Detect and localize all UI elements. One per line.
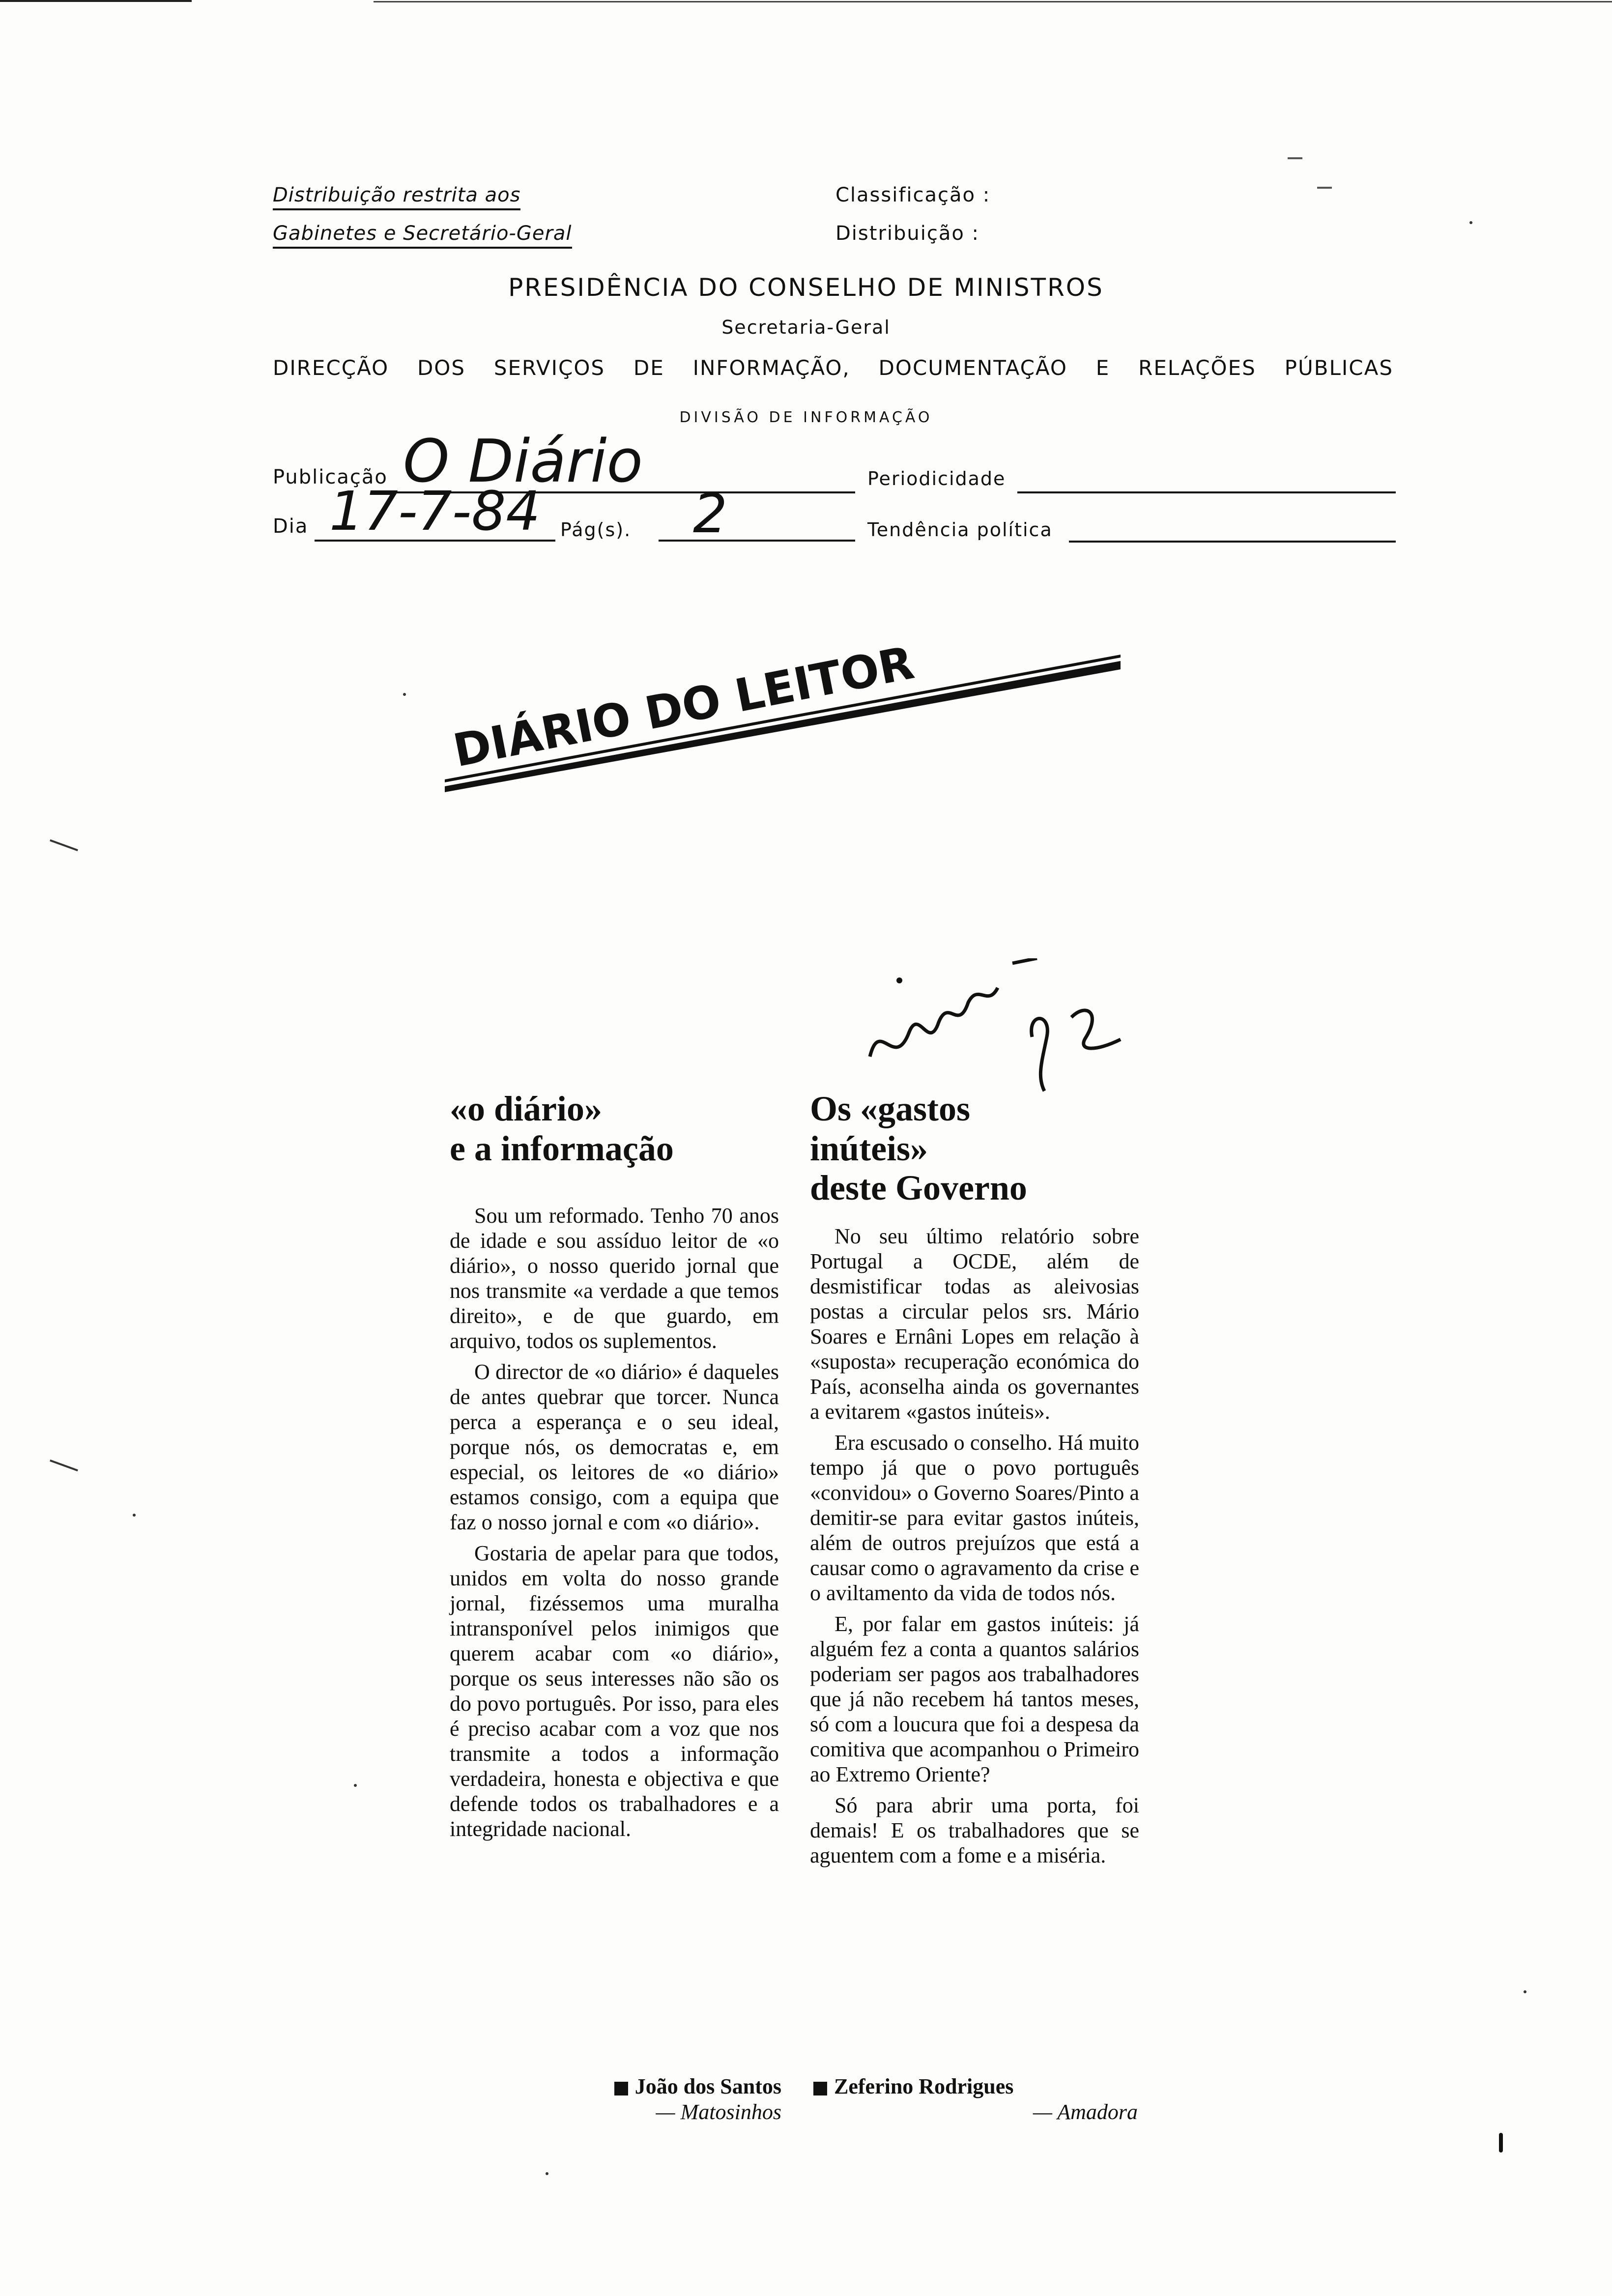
article-2-title: Os «gastos inúteis» deste Governo bbox=[810, 1089, 1027, 1208]
handwritten-scribble bbox=[865, 958, 1140, 1096]
distribution-restricted-line2: Gabinetes e Secretário-Geral bbox=[273, 222, 572, 245]
article-paragraph: Só para abrir uma porta, foi demais! E os trabalhadores que se aguentem com a fome e a miséria. bbox=[810, 1793, 1139, 1867]
scan-mark bbox=[50, 839, 78, 851]
political-tendency-line bbox=[1069, 541, 1396, 543]
article-paragraph: O director de «o diário» é daqueles de antes quebrar que torcer. Nunca perca a esperança e o seu ideal, porque nós, os democratas e, em especial, os leitores de «o diário» estamos consigo, com a equipa que faz o nosso jornal e com «o diário». bbox=[450, 1360, 779, 1534]
day-label: Dia bbox=[273, 515, 309, 538]
article-paragraph: No seu último relatório sobre Portugal a OCDE, além de desmistificar todas as aleivosias postas a circular pelos srs. Mário Soares e Ernâni Lopes em relação à «suposta» recuperação económica do País, aconselha ainda os governantes a evitarem «gastos inúteis». bbox=[810, 1224, 1139, 1424]
banner-text: DIÁRIO DO LEITOR bbox=[449, 639, 918, 777]
distribution-label: Distribuição : bbox=[835, 222, 980, 245]
signature-place: — Amadora bbox=[1033, 2100, 1138, 2124]
scan-edge-line bbox=[0, 0, 192, 2]
scribble-dot bbox=[896, 977, 902, 983]
diario-do-leitor-banner bbox=[442, 639, 1140, 796]
scan-mark bbox=[1499, 2133, 1503, 2152]
day-handwritten: 17-7-84 bbox=[329, 480, 541, 543]
scan-speck bbox=[133, 1514, 136, 1517]
pages-line bbox=[659, 540, 855, 542]
scribble-stroke bbox=[1071, 1010, 1121, 1048]
banner-graphic bbox=[442, 639, 1140, 796]
article-paragraph: Sou um reformado. Tenho 70 anos de idade e sou assíduo leitor de «o diário», o nosso querido jornal que nos transmite «a verdade a que temos direito», e de que guardo, em arquivo, todos os suplementos. bbox=[450, 1204, 779, 1353]
publication-handwritten: O Diário bbox=[403, 428, 643, 496]
article-paragraph: Era escusado o conselho. Há muito tempo já que o povo português «convidou» o Governo Soares/Pinto a demitir-se para evitar gastos inúteis, além de outros prejuízos que está a causar como o agravamento da crise e o aviltamento da vida de todos nós. bbox=[810, 1431, 1139, 1605]
article-1-body bbox=[450, 1203, 779, 1841]
bullet-square-icon bbox=[813, 2082, 827, 2095]
secretariat-heading: Secretaria-Geral bbox=[721, 316, 891, 338]
scan-speck bbox=[403, 693, 406, 696]
scan-speck bbox=[1469, 221, 1472, 224]
article-paragraph: E, por falar em gastos inúteis: já alguém fez a conta a quantos salários poderiam ser pagos aos trabalhadores que já não recebem há tantos meses, só com a loucura que foi a despesa da comitiva que acompanhou o Primeiro ao Extremo Oriente? bbox=[810, 1612, 1139, 1786]
signature-author: João dos Santos bbox=[450, 2074, 781, 2099]
scan-speck bbox=[354, 1784, 357, 1787]
scan-speck bbox=[1524, 1990, 1526, 1993]
scan-speck bbox=[546, 2172, 548, 2175]
scribble-stroke bbox=[1032, 1019, 1048, 1091]
article-1-title: «o diário» e a informação bbox=[450, 1089, 674, 1168]
article-2-body bbox=[810, 1224, 1139, 1868]
distribution-restricted-line1: Distribuição restrita aos bbox=[273, 184, 520, 206]
scribble-stroke bbox=[870, 988, 998, 1057]
handwritten-annotation bbox=[865, 958, 1140, 1096]
ministry-heading: PRESIDÊNCIA DO CONSELHO DE MINISTROS bbox=[508, 273, 1104, 302]
publication-label: Publicação bbox=[273, 466, 388, 488]
pages-label: Pág(s). bbox=[560, 519, 632, 541]
scan-mark bbox=[1288, 157, 1302, 159]
scribble-stroke bbox=[1012, 958, 1037, 963]
scan-mark bbox=[50, 1460, 78, 1471]
pages-handwritten: 2 bbox=[693, 482, 727, 545]
scan-mark bbox=[1317, 187, 1332, 189]
division-heading: DIVISÃO DE INFORMAÇÃO bbox=[679, 409, 933, 426]
bullet-square-icon bbox=[614, 2082, 628, 2095]
article-1-signature bbox=[450, 2074, 781, 2125]
signature-author: Zeferino Rodrigues bbox=[813, 2074, 1138, 2099]
signature-place: — Matosinhos bbox=[656, 2100, 781, 2124]
periodicity-line bbox=[1017, 491, 1396, 493]
article-2-signature bbox=[813, 2074, 1138, 2125]
article-paragraph: Gostaria de apelar para que todos, unidos em volta do nosso grande jornal, fizéssemos uma muralha intransponível pelos inimigos que querem acabar com «o diário», porque os seus interesses não são os do povo português. Por isso, para eles é preciso acabar com a voz que nos transmite a todos a informação verdadeira, honesta e objectiva e que defende todos os trabalhadores e a integridade nacional. bbox=[450, 1541, 779, 1841]
scan-edge-line bbox=[374, 1, 1612, 2]
classification-label: Classificação : bbox=[835, 184, 991, 206]
directorate-heading: DIRECÇÃO DOS SERVIÇOS DE INFORMAÇÃO, DOCUMENTAÇÃO E RELAÇÕES PÚBLICAS bbox=[273, 356, 1393, 380]
political-tendency-label: Tendência política bbox=[867, 519, 1053, 541]
periodicity-label: Periodicidade bbox=[867, 468, 1006, 489]
